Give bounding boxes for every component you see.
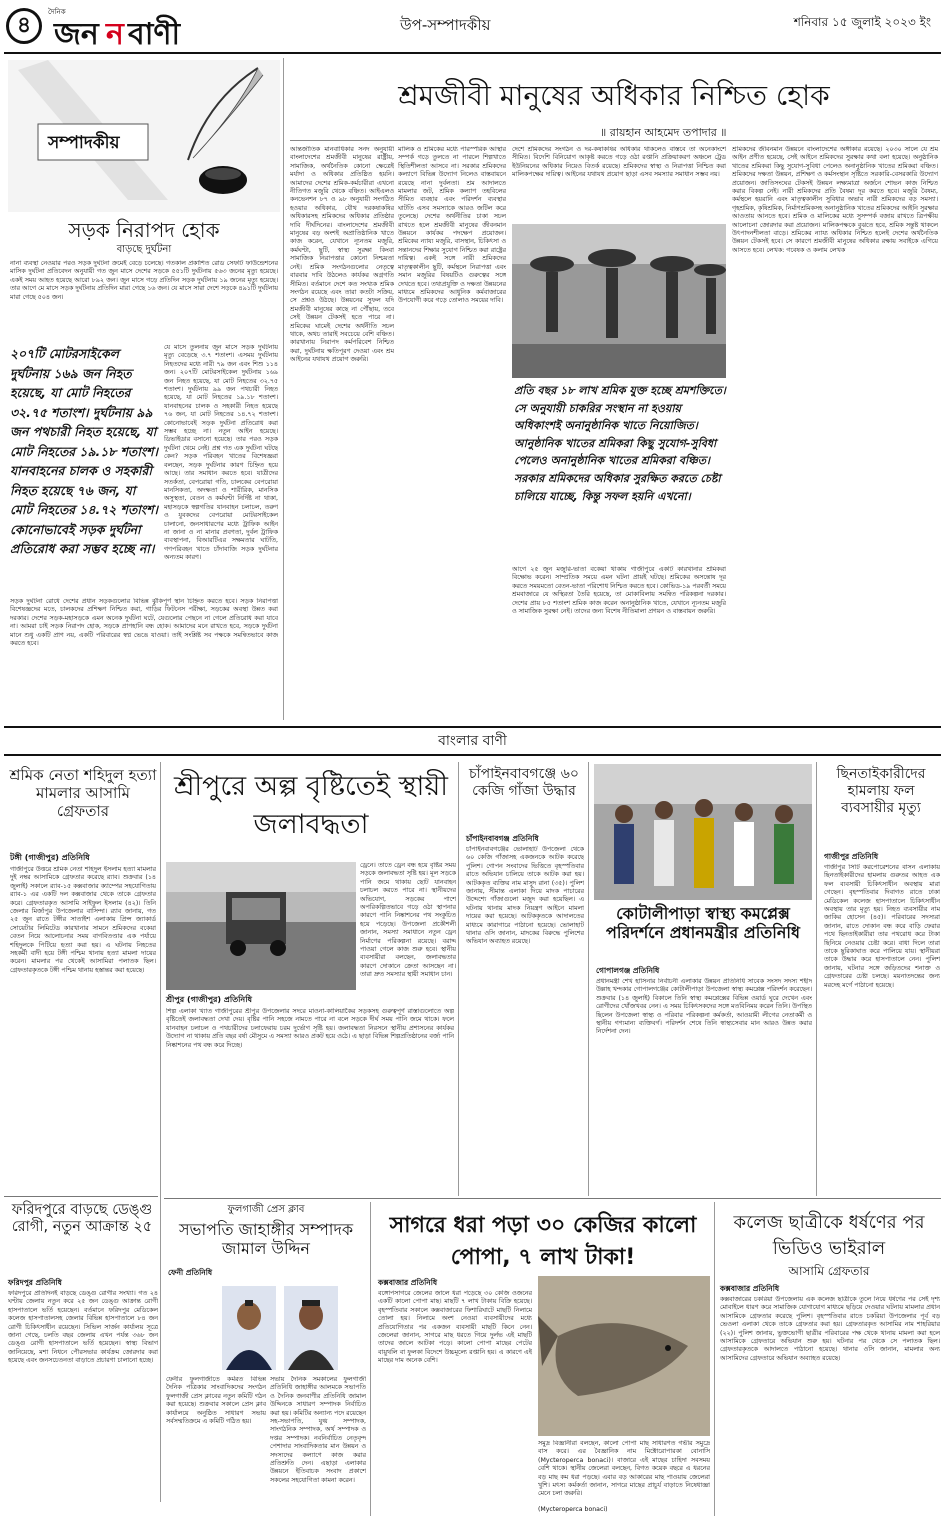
main-article-body-col3-top: দেশে শ্রমিকদের সংগঠন ও দর-কষাকষির অধিকার থাকলেও বাস্তবে তা অনেকাংশে সীমিত। বিদেশি বিনিয়োগ আকৃষ্ট করতে গড়ে ওঠা রপ্তানি প্রক্রিয়াকরণ অঞ্চলে ট্রেড ইউনিয়নের অধিকার নিয়েও বিতর্ক রয়েছে। শ্রমিকদের স্বাস্থ্য ও নিরাপত্তা নিশ্চিত করা মালিকপক্ষের দায়িত্ব। আইনের যথাযথ প্রয়োগ ছাড়া এসব সমস্যার সমাধান সম্ভব নয়। bbox=[512, 146, 726, 179]
ganja-dateline: চাঁপাইনবাবগঞ্জ প্রতিনিধি bbox=[466, 834, 539, 843]
logo-text-part2: বাণী bbox=[128, 17, 181, 52]
flooded-road-image bbox=[166, 862, 356, 990]
fish-body-right: সমুদ্র বিজ্ঞানীরা বলছেন, কালো পোপা মাছ সাধারণত গভীর সমুদ্রে বাস করে। এর বৈজ্ঞানিক নাম মিক্টোরোপারকা বোনাসি (Mycteroperca bonaci)। বাজারে এই মাছের চাহিদা সবসময় বেশি থাকে। স্থানীয় জেলেরা বলছেন, বিগত কয়েক বছরে এ ধরনের বড় মাছ কম ধরা পড়ছে। এবার বড় আকারের মাছ পাওয়ায় জেলেরা খুশি। মৎস্য কর্মকর্তা জানান, সাগরে মাছের প্রাচুর্য বাড়াতে নিষেধাজ্ঞা মেনে চলা জরুরি। bbox=[538, 1440, 710, 1498]
logo-small-text: দৈনিক bbox=[48, 8, 66, 16]
column-divider bbox=[714, 1202, 715, 1516]
page-number-badge bbox=[6, 8, 42, 44]
editorial-body-top: নানা ব্যবস্থা নেওয়ার পরও সড়ক দুর্ঘটনা ক্রমেই বেড়ে চলেছে। গতকাল প্রকাশিত রোড সেফটি ফাউন্ডেশনের মাসিক দুর্ঘটনা প্রতিবেদন অনুযায়ী গত জুন মাসে দেশের সড়কে ৫৫১টি দুর্ঘটনায় ৫৬৩ জনের মৃত্যু হয়েছে। একই সময় আহত হয়েছে আরো ৮৯২ জন। জুন মাসে গড়ে প্রতিদিন সড়ক দুর্ঘটনায় ১৯ জনের মৃত্যু হয়েছে। তার আগে মে মাসে সড়ক দুর্ঘটনায় প্রতিদিন মারা গেছে ১৬ জন। যে মাসে সারা দেশে সড়কে ৪৯১টি দুর্ঘটনায় মারা গেছে ৫০৪ জন। bbox=[10, 260, 278, 301]
editorial-body-side: যে মাসে তুলনায় জুন মাসে সড়ক দুর্ঘটনায় মৃত্যু বেড়েছে ৩.৭ শতাংশ। এসময় দুর্ঘটনায় নিহতদের মধ্যে নারী ৭৯ জন এবং শিশু ১১৪ জন। ২০৭টি মোটরসাইকেল দুর্ঘটনায় ১৬৯ জন নিহত হয়েছে, যা মোট নিহতের ৩২.৭৫ শতাংশ। দুর্ঘটনায় ৯৯ জন পথচারী নিহত হয়েছে, যা মোট নিহতের ১৯.১৮ শতাংশ। যানবাহনের চালক ও সহকারী নিহত হয়েছে ৭৬ জন, যা মোট নিহতের ১৪.৭২ শতাংশ। কোনোভাবেই সড়ক দুর্ঘটনা প্রতিরোধ করা সম্ভব হচ্ছে না। নতুন আইন হয়েছে। ডিভাইডার বসানো হয়েছে। তার পরও সড়ক দুর্ঘটনা থেমে নেই। প্রশ্ন গত এক দুর্ঘটনা ঘটছে কেন? সড়ক পরিবহন খাতের বিশেষজ্ঞরা বলছেন, সড়ক দুর্ঘটনার কারণ চিহ্নিত হয়ে আছে। তার সমাধান করতে হবে। যাত্রীদের সতর্কতা, বেপরোয়া গতি, চালকের বেপরোয়া মানসিকতা, অদক্ষতা ও শারীরিক, মানসিক অসুস্থতা, বেতন ও কর্মঘণ্টা নির্দিষ্ট না থাকা, মহাসড়কে স্বল্পগতির যানবাহন চলাচল, তরুণ ও যুবকদের বেপরোয়া মোটরসাইকেল চালানো, জনসাধারণের মধ্যে ট্রাফিক আইন না জানা ও না মানার প্রবণতা, দুর্বল ট্রাফিক ব্যবস্থাপনা, বিআরটিএর সক্ষমতার ঘাটতি, গণপরিবহন খাতে চাঁদাবাজি সড়ক দুর্ঘটনার অন্যতম কারণ। bbox=[164, 344, 278, 562]
editorial-headline: সড়ক নিরাপদ হোক bbox=[68, 218, 220, 242]
issue-date: শনিবার ১৫ জুলাই ২০২৩ ইং bbox=[793, 15, 931, 29]
college-headline: কলেজ ছাত্রীকে ধর্ষণের পর ভিডিও ভাইরাল bbox=[733, 1212, 925, 1259]
sreepur-dateline: শ্রীপুর (গাজীপুর) প্রতিনিধি bbox=[166, 995, 252, 1004]
main-article-byline: ॥ রায়হান আহমেদ তপাদার ॥ bbox=[600, 126, 727, 139]
pressclub-president-photo bbox=[222, 1286, 276, 1370]
main-article-body-col1: আন্তর্জাতিক মানবাধিকার সনদ অনুযায়ী বাংলাদেশের শ্রমজীবী মানুষের রাষ্ট্রীয়, সামাজিক, অর্থনৈতিক কোনো ক্ষেত্রেই মর্যাদা ও অধিকার প্রতিষ্ঠিত হয়নি। আমাদের দেশের শ্রমিক-কর্মচারীরা এখনো নীতিগত মজুরি থেকে বঞ্চিত। আইএলও কনভেনশন ৮৭ ও ৯৮ অনুযায়ী সংগঠিত হওয়ার অধিকার, যৌথ দরকষাকষির অধিকারসহ শ্রমিকদের অধিকার প্রতিষ্ঠার দাবি দীর্ঘদিনের। বাংলাদেশের শ্রমজীবী মানুষের বড় অংশই অপ্রাতিষ্ঠানিক খাতে কাজ করেন, যেখানে ন্যূনতম মজুরি, কর্মঘণ্টা, ছুটি, স্বাস্থ্য সুরক্ষা কিংবা সামাজিক নিরাপত্তার কোনো নিশ্চয়তা নেই। শ্রমিক সংগঠনগুলোর নেতৃত্বে বারবার দাবি উঠলেও কার্যকর অগ্রগতি সীমিত। বর্তমানে দেশে কত সংখ্যক শ্রমিক সংগঠন রয়েছে এবং তারা কতটা সক্রিয়, সে প্রশ্নও উঠছে। উন্নয়নের সুফল যদি শ্রমজীবী মানুষের কাছে না পৌঁছায়, তবে সেই উন্নয়ন টেকসই হতে পারে না। শ্রমিকের ঘামেই দেশের অর্থনীতি সচল থাকে, অথচ তারাই সবচেয়ে বেশি বঞ্চিত। কারখানায় নিরাপদ কর্মপরিবেশ নিশ্চিত করা, দুর্ঘটনায় ক্ষতিপূরণ দেওয়া এবং শ্রম আইনের যথাযথ প্রয়োগ জরুরি। bbox=[290, 146, 394, 364]
column-divider bbox=[588, 762, 589, 1196]
editorial-body-bottom: সড়ক দুর্ঘটনা রোধে দেশের প্রধান সড়কগুলোর বিভিন্ন ঝুঁকিপূর্ণ স্থান চিহ্নিত করতে হবে। সড়ক নিরাপত্তা বিশেষজ্ঞদের মতে, চালকদের প্রশিক্ষণ নিশ্চিত করা, গাড়ির ফিটনেস পরীক্ষা, সড়কের অবস্থা উন্নত করা দরকার। দেশের সড়ক-মহাসড়কে এমন অনেক দুর্ঘটনা ঘটে, যেগুলোর পেছনে না গেলে প্রতিরোধ করা যাবে না। আমরা চাই সড়ক নিরাপদ হোক, সড়কে প্রাণহানি বন্ধ হোক। আমাদের মনে রাখতে হবে, সড়কে দুর্ঘটনা মানে শুধু একটি প্রাণ নয়, একটি পরিবারের স্বপ্ন ভেঙে যাওয়া। তাই সংশ্লিষ্ট সব পক্ষকে সমন্বিতভাবে কাজ করতে হবে। bbox=[10, 598, 278, 648]
snatcher-body: গাজীপুর সিটি করপোরেশনের বাসন এলাকায় ছিনতাইকারীদের হামলায় গুরুতর আহত এক ফল ব্যবসায়ী চিকিৎসাধীন অবস্থায় মারা গেছেন। বৃহস্পতিবার দিবাগত রাতে ঢাকা মেডিকেল কলেজ হাসপাতালে চিকিৎসাধীন অবস্থায় তার মৃত্যু হয়। নিহত ব্যবসায়ীর নাম জাকির হোসেন (৪৫)। পরিবারের সদস্যরা জানান, রাতে দোকান বন্ধ করে বাড়ি ফেরার পথে ছিনতাইকারীরা তার পথরোধ করে টাকা ছিনিয়ে নেওয়ার চেষ্টা করে। বাধা দিলে তারা তাকে ছুরিকাঘাত করে পালিয়ে যায়। স্থানীয়রা তাকে উদ্ধার করে হাসপাতালে নেন। পুলিশ জানায়, ঘটনার সঙ্গে জড়িতদের শনাক্ত ও গ্রেফতারের চেষ্টা চলছে। ময়নাতদন্তের জন্য মরদেহ মর্গে পাঠানো হয়েছে। bbox=[824, 864, 940, 989]
dengue-headline: ফরিদপুরে বাড়ছে ডেঙ্গু রোগী, নতুন আক্রান্ত ২৫ bbox=[11, 1202, 153, 1236]
main-article-body-col2: মালিক ও শ্রমিকের মধ্যে পারস্পরিক আস্থার সম্পর্ক গড়ে তুলতে না পারলে শিল্পখাতে স্থিতিশীলতা আসবে না। সরকার শ্রমিকদের কল্যাণে বিভিন্ন উদ্যোগ নিলেও বাস্তবায়নে রয়েছে নানা দুর্বলতা। শ্রম আদালতে মামলার জট, শ্রমিক কল্যাণ তহবিলের সীমিত ব্যবহার এবং পরিদর্শন ব্যবস্থার ঘাটতি এসব সমস্যাকে আরও জটিল করে তুলেছে। দেশের অর্থনীতির চাকা সচল রাখতে হলে শ্রমজীবী মানুষের জীবনমান উন্নয়নে কার্যকর পদক্ষেপ প্রয়োজন। শ্রমিকের ন্যায্য মজুরি, বাসস্থান, চিকিৎসা ও সন্তানদের শিক্ষার সুযোগ নিশ্চিত করা রাষ্ট্রের দায়িত্ব। একই সঙ্গে নারী শ্রমিকদের মাতৃত্বকালীন ছুটি, কর্মস্থলে নিরাপত্তা এবং সমান মজুরির বিষয়টিও গুরুত্বের সঙ্গে দেখতে হবে। তথ্যপ্রযুক্তি ও দক্ষতা উন্নয়নের মাধ্যমে শ্রমিকদের আধুনিক কর্মবাজারের উপযোগী করে গড়ে তোলাও সময়ের দাবি। bbox=[398, 146, 506, 305]
sreepur-headline: শ্রীপুরে অল্প বৃষ্টিতেই স্থায়ী জলাবদ্ধতা bbox=[174, 771, 448, 840]
dengue-dateline: ফরিদপুর প্রতিনিধি bbox=[8, 1278, 62, 1287]
snatcher-dateline: গাজীপুর প্রতিনিধি bbox=[824, 852, 879, 861]
hospital-body: প্রধানমন্ত্রী শেখ হাসিনার নির্বাচনী এলাকার উন্নয়ন প্রতিনিধি সাবেক সংসদ সদস্য শহীদ উল্লাহ খন্দকার গোপালগঞ্জের কোটালীপাড়া উপজেলা স্বাস্থ্য কমপ্লেক্স পরিদর্শন করেছেন। শুক্রবার (১৪ জুলাই) বিকালে তিনি স্বাস্থ্য কমপ্লেক্সের বিভিন্ন ওয়ার্ড ঘুরে দেখেন এবং রোগীদের খোঁজখবর নেন। এ সময় চিকিৎসকদের সঙ্গে মতবিনিময় করেন তিনি। উপস্থিত ছিলেন উপজেলা স্বাস্থ্য ও পরিবার পরিকল্পনা কর্মকর্তা, আওয়ামী লীগের নেতাকর্মী ও স্থানীয় গণ্যমান্য ব্যক্তিবর্গ। পরিদর্শন শেষে তিনি স্বাস্থ্যসেবার মান আরও উন্নত করার নির্দেশনা দেন। bbox=[596, 978, 812, 1036]
pressclub-secretary-photo bbox=[284, 1286, 338, 1370]
hospital-visit-photo bbox=[594, 764, 812, 900]
column-divider bbox=[160, 762, 161, 1502]
section-banner-rule-top bbox=[4, 726, 941, 728]
fish-headline: সাগরে ধরা পড়া ৩০ কেজির কালো পোপা, ৭ লাখ টাকা! bbox=[389, 1213, 697, 1270]
dengue-body: ফরিদপুরে প্রতিদিনই বাড়ছে ডেঙ্গু রোগীর সংখ্যা। গত ২৪ ঘণ্টায় জেলায় নতুন করে ২৫ জন ডেঙ্গু আক্রান্ত রোগী হাসপাতালে ভর্তি হয়েছেন। বর্তমানে ফরিদপুর মেডিকেল কলেজ হাসপাতালসহ জেলার বিভিন্ন হাসপাতালে ৮৪ জন রোগী চিকিৎসাধীন রয়েছেন। সিভিল সার্জন কার্যালয় সূত্রে জানা গেছে, চলতি বছর জেলায় এখন পর্যন্ত ৩৬৮ জন ডেঙ্গু রোগী হাসপাতালে ভর্তি হয়েছেন। স্বাস্থ্য বিভাগ জানিয়েছে, মশা নিধনে পৌরসভার কার্যক্রম জোরদার করা হয়েছে এবং জনসচেতনতা বাড়াতে প্রচারণা চালানো হচ্ছে। bbox=[8, 1290, 158, 1365]
president-portrait-image bbox=[222, 1286, 276, 1370]
shahidul-headline: শ্রমিক নেতা শহিদুল হত্যা মামলার আসামি গ্রেফতার bbox=[9, 766, 157, 820]
section-banner-rule-bottom bbox=[4, 754, 941, 756]
ganja-body: চাঁপাইনবাবগঞ্জের ভোলাহাট উপজেলা থেকে ৬০ কেজি গাঁজাসহ একজনকে আটক করেছে পুলিশ। গোপন সংবাদের ভিত্তিতে বৃহস্পতিবার রাতে অভিযান চালিয়ে তাকে আটক করা হয়। আটককৃত ব্যক্তির নাম মাসুদ রানা (৩৫)। পুলিশ জানায়, সীমান্ত এলাকা দিয়ে মাদক পাচারের উদ্দেশ্যে গাঁজাগুলো মজুদ করা হয়েছিল। এ ঘটনায় থানায় মাদক নিয়ন্ত্রণ আইনে মামলা দায়ের করা হয়েছে। আটককৃতকে আদালতের মাধ্যমে কারাগারে পাঠানো হয়েছে। ভোলাহাট থানার ওসি জানান, মাদকের বিরুদ্ধে পুলিশের অভিযান অব্যাহত রয়েছে। bbox=[466, 846, 584, 946]
column-divider bbox=[370, 1202, 371, 1516]
workers-photo-caption: প্রতি বছর ১৮ লাখ শ্রমিক যুক্ত হচ্ছে শ্রমশক্তিতে। সে অনুযায়ী চাকরির সংস্থান না হওয়ায় অধিকাংশই অনানুষ্ঠানিক খাতে নিয়োজিত। আনুষ্ঠানিক খাতের শ্রমিকরা কিছু সুযোগ-সুবিধা পেলেও অনানুষ্ঠানিক খাতের শ্রমিকরা বঞ্চিত। সরকার শ্রমিকদের অধিকার সুরক্ষিত করতে চেষ্টা চালিয়ে যাচ্ছে, কিন্তু সফল হয়নি এখনো। bbox=[514, 384, 726, 503]
editorial-subheadline: বাড়ছে দুর্ঘটনা bbox=[116, 244, 172, 255]
secretary-portrait-image bbox=[284, 1286, 338, 1370]
logo-accent: ন bbox=[106, 17, 124, 52]
column-divider bbox=[458, 762, 459, 1196]
editorial-illustration bbox=[8, 60, 280, 212]
pressclub-body-left: ফেনীর ফুলগাজীতে কর্মরত বিভিন্ন দৈনিক পত্রিকার সাংবাদিকদের সংগঠন ফুলগাজী প্রেস ক্লাবের নতুন কমিটি গঠন করা হয়েছে। শুক্রবার সকালে প্রেস ক্লাব কার্যালয়ে অনুষ্ঠিত সাধারণ সভায় সর্বসম্মতিক্রমে এ কমিটি গঠিত হয়। bbox=[166, 1376, 266, 1426]
section-banner bbox=[4, 730, 941, 752]
hospital-dateline: গোপালগঞ্জ প্রতিনিধি bbox=[596, 966, 660, 975]
workers-carrying-baskets-image bbox=[512, 224, 726, 378]
officials-group-image bbox=[594, 764, 812, 900]
lower-band-rule bbox=[164, 1198, 941, 1199]
pressclub-dateline: ফেনী প্রতিনিধি bbox=[168, 1268, 213, 1277]
page-number: ৪ bbox=[16, 12, 32, 38]
pressclub-body-right: সভায় দৈনিক সমকালের ফুলগাজী প্রতিনিধি জাহাঙ্গীর আলমকে সভাপতি ও দৈনিক জনবাণীর প্রতিনিধি জামাল উদ্দিনকে সাধারণ সম্পাদক নির্বাচিত করা হয়। কমিটির অন্যান্য পদে রয়েছেন সহ-সভাপতি, যুগ্ম সম্পাদক, সাংগঠনিক সম্পাদক, অর্থ সম্পাদক ও দপ্তর সম্পাদক। নবনির্বাচিত নেতৃবৃন্দ পেশাদার সাংবাদিকতার মান উন্নয়ন ও সদস্যদের কল্যাণে কাজ করার প্রতিশ্রুতি দেন। এছাড়া এলাকার উন্নয়নে ইতিবাচক সংবাদ প্রকাশে সকলের সহযোগিতা কামনা করেন। bbox=[270, 1376, 366, 1484]
fish-body-left: বঙ্গোপসাগরে জেলের জালে ধরা পড়েছে ৩০ কেজি ওজনের একটি কালো পোপা মাছ। মাছটি ৭ লাখ টাকায় বিক্রি হয়েছে। বৃহস্পতিবার সকালে কক্সবাজারের ফিশারিঘাটে মাছটি নিলামে তোলা হয়। নিলামে অংশ নেওয়া ব্যবসায়ীদের মধ্যে প্রতিযোগিতার পর একজন ব্যবসায়ী মাছটি কিনে নেন। জেলেরা জানান, সাগরে মাছ ধরতে গিয়ে দুর্লভ এই মাছটি তাদের জালে আটকা পড়ে। কালো পোপা মাছের পেটের বায়ুথলি বা ফুলকা বিদেশে উচ্চমূল্যে রপ্তানি হয়। এ কারণে এই মাছের দাম অনেক বেশি। bbox=[378, 1290, 532, 1365]
section-title: উপ-সম্পাদকীয় bbox=[400, 16, 491, 34]
sreepur-body-right: ড্রেনে। তাতে ড্রেন বন্ধ হয়ে বৃষ্টির সময় সড়কে জলাবদ্ধতা সৃষ্টি হয়। মূল সড়কে পানি জমে থাকায় ছোট যানবাহন চলাচল করতে পারে না। স্থানীয়দের অভিযোগ, সড়কের পাশে অপরিকল্পিতভাবে গড়ে ওঠা স্থাপনার কারণে পানি নিষ্কাশনের পথ সংকুচিত হয়ে পড়েছে। উপজেলা প্রকৌশলী জানান, সমস্যা সমাধানে নতুন ড্রেন নির্মাণের পরিকল্পনা রয়েছে। বরাদ্দ পাওয়া গেলে কাজ শুরু হবে। স্থানীয় ব্যবসায়ীরা বলছেন, জলাবদ্ধতার কারণে দোকানে ক্রেতা আসছেন না। তারা দ্রুত সমস্যার স্থায়ী সমাধান চান। bbox=[360, 862, 456, 979]
college-body: কক্সবাজারের চকরিয়া উপজেলায় এক কলেজ ছাত্রীকে তুলে নিয়ে ধর্ষণের পর সেই দৃশ্য মোবাইলে ধারণ করে সামাজিক যোগাযোগ মাধ্যমে ছড়িয়ে দেওয়ার ঘটনায় মামলার প্রধান আসামিকে গ্রেফতার করেছে পুলিশ। বৃহস্পতিবার রাতে চকরিয়া উপজেলার পূর্ব বড় ভেওলা এলাকা থেকে তাকে গ্রেফতার করা হয়। গ্রেফতারকৃত আসামির নাম শাহরিয়ার (২২)। পুলিশ জানায়, ভুক্তভোগী ছাত্রীর পরিবারের পক্ষ থেকে থানায় মামলা করা হলে আসামিকে গ্রেফতারে অভিযান শুরু হয়। ঘটনার পর থেকে সে পলাতক ছিল। গ্রেফতারকৃতকে আদালতে পাঠানো হয়েছে। থানার ওসি জানান, মামলার অন্য আসামিদের গ্রেফতারে অভিযান অব্যাহত রয়েছে। bbox=[720, 1296, 940, 1362]
college-subhead: আসামি গ্রেফতার bbox=[788, 1264, 870, 1278]
masthead-logo bbox=[48, 6, 258, 52]
main-article-rule bbox=[290, 140, 940, 141]
main-article-body-col4: শ্রমিকদের জীবনমান উন্নয়নে বাংলাদেশের অঙ্গীকার রয়েছে। ২০৩০ সালে যে শ্রম আইন প্রণীত হয়েছে, সেই আইনে শ্রমিকদের সুরক্ষার কথা বলা হয়েছে। অনুষ্ঠানিক খাতের শ্রমিকরা কিছু সুযোগ-সুবিধা পেলেও অনানুষ্ঠানিক খাতের শ্রমিকরা বঞ্চিত। শ্রমিকদের দক্ষতা উন্নয়ন, প্রশিক্ষণ ও কর্মসংস্থান সৃষ্টিতে সরকারি-বেসরকারি উদ্যোগ প্রয়োজন। জাতিসংঘের টেকসই উন্নয়ন লক্ষ্যমাত্রা অর্জনে শোভন কাজ নিশ্চিত করার বিকল্প নেই। নারী শ্রমিকদের প্রতি বৈষম্য দূর করতে হবে। মজুরি বৈষম্য, কর্মস্থলে হয়রানি এবং মাতৃত্বকালীন সুবিধার অভাব নারী শ্রমিকদের বড় সমস্যা। গৃহশ্রমিক, কৃষিশ্রমিক, নির্মাণশ্রমিকসহ অনানুষ্ঠানিক খাতের শ্রমিকদের আইনি সুরক্ষার আওতায় আনতে হবে। শ্রমিক ও মালিকের মধ্যে সুসম্পর্ক বজায় রাখতে ত্রিপক্ষীয় আলোচনা জোরদার করা প্রয়োজন। মালিকপক্ষকে বুঝতে হবে, শ্রমিক সন্তুষ্ট থাকলে উৎপাদনশীলতা বাড়ে। শ্রমিকের ন্যায্য অধিকার নিশ্চিত হলেই দেশের অর্থনৈতিক উন্নয়ন টেকসই হবে। সে কারণে শ্রমজীবী মানুষের অধিকার রক্ষায় সবাইকে এগিয়ে আসতে হবে। লেখক: গবেষক ও কলাম লেখক bbox=[732, 146, 938, 254]
fish-photo-caption: (Mycteroperca bonaci) bbox=[538, 1506, 608, 1513]
header-rule bbox=[4, 52, 941, 54]
black-grouper-fish-image bbox=[538, 1276, 710, 1436]
sreepur-flood-photo bbox=[166, 862, 356, 990]
workers-photo bbox=[512, 224, 726, 378]
pressclub-kicker: ফুলগাজী প্রেস ক্লাব bbox=[227, 1204, 305, 1215]
editorial-pull-quote: ২০৭টি মোটরসাইকেল দুর্ঘটনায় ১৬৯ জন নিহত হয়েছে, যা মোট নিহতের ৩২.৭৫ শতাংশ। দুর্ঘটনায় ৯৯ জন পথচারী নিহত হয়েছে, যা মোট নিহতের ১৯.১৮ শতাংশ। যানবাহনের চালক ও সহকারী নিহত হয়েছে ৭৬ জন, যা মোট নিহতের ১৪.৭২ শতাংশ। কোনোভাবেই সড়ক দুর্ঘটনা প্রতিরোধ করা সম্ভব হচ্ছে না। bbox=[10, 346, 158, 556]
pressclub-headline: সভাপতি জাহাঙ্গীর সম্পাদক জামাল উদ্দিন bbox=[178, 1220, 354, 1259]
shahidul-dateline: টঙ্গী (গাজীপুর) প্রতিনিধি bbox=[10, 853, 90, 862]
section-banner-title: বাংলার বাণী bbox=[438, 733, 507, 749]
fish-photo bbox=[538, 1276, 710, 1436]
hospital-headline: কোটালীপাড়া স্বাস্থ্য কমপ্লেক্স পরিদর্শনে প্রধানমন্ত্রীর প্রতিনিধি bbox=[606, 904, 800, 943]
main-article-headline: শ্রমজীবী মানুষের অধিকার নিশ্চিত হোক bbox=[398, 79, 830, 112]
ganja-headline: চাঁপাইনবাবগঞ্জে ৬০ কেজি গাঁজা উদ্ধার bbox=[469, 766, 579, 799]
shahidul-body: গাজীপুরে উত্তরে শ্রমিক নেতা শহিদুল ইসলাম হত্যা মামলার দুই নম্বর আসামিকে গ্রেফতার করেছে র‍্যাব। শুক্রবার (১৪ জুলাই) সকালে র‍্যাব-১৫ কক্সবাজার ক্যাম্পের সহযোগিতায় র‍্যাব-১ এর একটি দল কক্সবাজার থেকে তাকে গ্রেফতার করে। গ্রেফতারকৃত আসামি সাইফুল ইসলাম (৪২)। তিনি জেলার মির্জাপুর উপজেলার বাসিন্দা। র‍্যাব জানায়, গত ২৫ জুন রাতে টঙ্গীর সাতাইশ এলাকায় প্রিন্স জ্যাকার্ড সোয়েটার লিমিটেড কারখানার সামনে শ্রমিকদের বকেয়া বেতন নিয়ে আলোচনার সময় বাগবিতণ্ডার এক পর্যায়ে শহিদুলকে পিটিয়ে হত্যা করা হয়। এ ঘটনায় নিহতের সহকর্মী বাদী হয়ে টঙ্গী পশ্চিম থানায় হত্যা মামলা দায়ের করেন। মামলার পর থেকেই আসামিরা পলাতক ছিল। গ্রেফতারকৃতকে টঙ্গী পশ্চিম থানায় হস্তান্তর করা হয়েছে। bbox=[10, 866, 156, 974]
column-divider bbox=[816, 762, 817, 1196]
main-article-body-col3-bottom: আগে ২৫ জুন মজুরি-ভাতা বকেয়া থাকায় গাজীপুরে একটি কারখানার শ্রমিকরা বিক্ষোভ করেন। সাম্প্রতিক সময়ে এমন ঘটনা প্রায়ই ঘটছে। শ্রমিকের অসন্তোষ দূর করতে সময়মতো বেতন-ভাতা পরিশোধ নিশ্চিত করতে হবে। কোভিড-১৯ পরবর্তী সময়ে শ্রমবাজারে যে অস্থিরতা তৈরি হয়েছে, তা মোকাবিলায় সমন্বিত পরিকল্পনা দরকার। দেশের প্রায় ৮৫ শতাংশ শ্রমিক কাজ করেন অনানুষ্ঠানিক খাতে, যেখানে ন্যূনতম মজুরি ও সামাজিক সুরক্ষা নেই। তাদের জন্য বিশেষ নীতিমালা প্রণয়ন ও বাস্তবায়ন জরুরি। bbox=[512, 566, 726, 616]
left-band-rule bbox=[4, 1196, 158, 1197]
column-divider bbox=[283, 58, 284, 720]
snatcher-headline: ছিনতাইকারীদের হামলায় ফল ব্যবসায়ীর মৃত্যু bbox=[836, 766, 926, 816]
college-dateline: কক্সবাজার প্রতিনিধি bbox=[720, 1284, 780, 1293]
sreepur-body-left: শিল্প এলাকা খ্যাত গাজীপুরের শ্রীপুর উপজেলার সদরে মাওনা-কালিয়াকৈর সড়কসহ গুরুত্বপূর্ণ রাস্তাগুলোতে অল্প বৃষ্টিতেই জলাবদ্ধতা দেখা দেয়। বৃষ্টির পানি সহজে নামতে পারে না বলে সড়কে দীর্ঘ সময় পানি জমে থাকে। ফলে যানবাহন চলাচল ও পথচারীদের চলাফেরায় চরম দুর্ভোগ সৃষ্টি হয়। জলাবদ্ধতা নিরসনে স্থানীয় প্রশাসনের কার্যকর উদ্যোগ না থাকায় প্রতি বছর বর্ষা মৌসুমে এ সমস্যা আরও প্রকট হয়ে ওঠে। এ ছাড়া বিভিন্ন শিল্পপ্রতিষ্ঠানের বর্জ্য পানি নিষ্কাশনের পথ বন্ধ করে দিচ্ছে। bbox=[166, 1008, 454, 1049]
logo-text-part1: জন bbox=[54, 17, 99, 52]
editorial-label: সম্পাদকীয় bbox=[48, 133, 120, 153]
fish-dateline: কক্সবাজার প্রতিনিধি bbox=[378, 1278, 438, 1287]
